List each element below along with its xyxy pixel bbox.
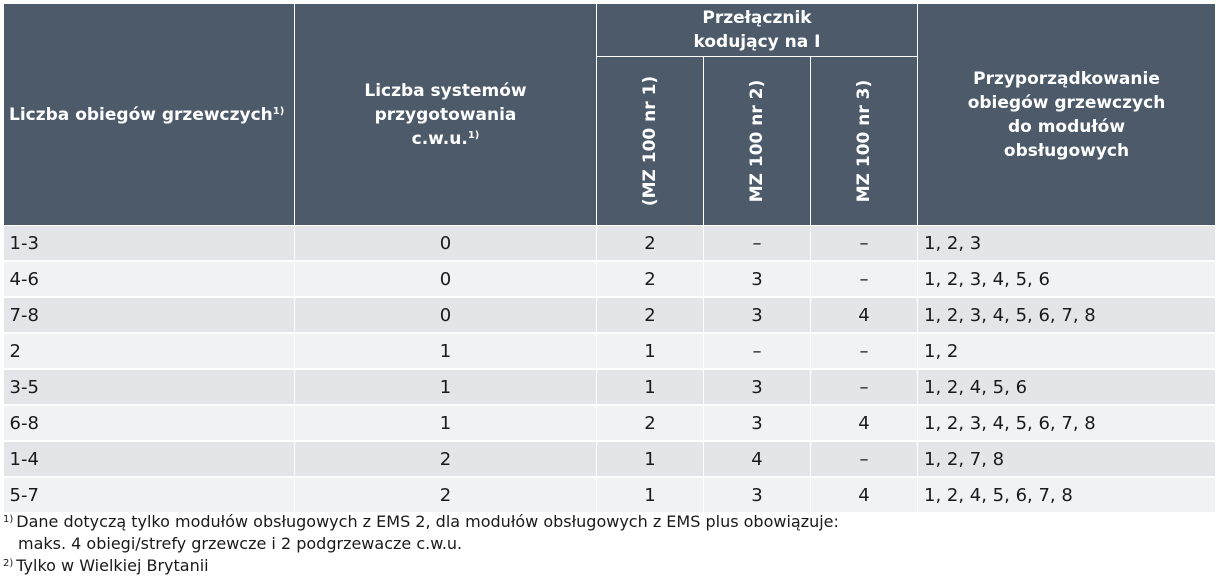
cell-mz2: 3 [704,369,811,405]
cell-assignment: 1, 2, 3, 4, 5, 6, 7, 8 [918,405,1216,441]
header-mz100-2: MZ 100 nr 2) [704,57,811,226]
cell-mz2: 3 [704,261,811,297]
cell-mz3: 4 [811,297,918,333]
cell-mz3: – [811,441,918,477]
cell-mz2: – [704,226,811,262]
header-mz100-3: MZ 100 nr 3) [811,57,918,226]
cell-circuits: 5-7 [4,477,295,513]
cell-mz3: – [811,226,918,262]
cell-assignment: 1, 2, 3, 4, 5, 6, 7, 8 [918,297,1216,333]
cell-dhw: 0 [295,261,597,297]
cell-mz1: 2 [597,405,704,441]
cell-mz3: – [811,261,918,297]
cell-mz1: 1 [597,369,704,405]
cell-mz3: – [811,333,918,369]
cell-assignment: 1, 2 [918,333,1216,369]
cell-dhw: 1 [295,369,597,405]
table-row [4,477,1216,513]
footnotes [3,511,1215,577]
table-row [4,297,1216,333]
header-coding-switch: Przełącznik kodujący na I [597,4,918,57]
cell-circuits: 7-8 [4,297,295,333]
table-row [4,261,1216,297]
cell-mz1: 2 [597,297,704,333]
footnote-2: $^{2)}$ Tylko w Wielkiej Brytanii [3,556,209,575]
footnote-1-line-1: $^{1)}$ Dane dotyczą tylko modułów obsługowych z EMS 2, dla modułów obsługowych z EMS plus obowiązuje: [3,512,839,531]
cell-dhw: 2 [295,477,597,513]
cell-dhw: 0 [295,226,597,262]
cell-mz2: 3 [704,297,811,333]
table-row [4,226,1216,262]
cell-circuits: 2 [4,333,295,369]
heating-circuits-table [3,3,1216,514]
cell-dhw: 0 [295,297,597,333]
cell-circuits: 3-5 [4,369,295,405]
table-row [4,333,1216,369]
cell-mz2: 4 [704,441,811,477]
cell-mz3: 4 [811,405,918,441]
cell-circuits: 6-8 [4,405,295,441]
cell-dhw: 2 [295,441,597,477]
cell-assignment: 1, 2, 3, 4, 5, 6 [918,261,1216,297]
cell-dhw: 1 [295,405,597,441]
cell-dhw: 1 [295,333,597,369]
cell-mz2: 3 [704,477,811,513]
table-row [4,405,1216,441]
cell-mz1: 1 [597,333,704,369]
cell-mz2: 3 [704,405,811,441]
cell-assignment: 1, 2, 3 [918,226,1216,262]
cell-assignment: 1, 2, 4, 5, 6, 7, 8 [918,477,1216,513]
cell-mz1: 1 [597,477,704,513]
footnote-1-line-2: maks. 4 obiegi/strefy grzewcze i 2 podgrzewacze c.w.u. [18,534,463,553]
header-mz100-1: (MZ 100 nr 1) [597,57,704,226]
cell-assignment: 1, 2, 7, 8 [918,441,1216,477]
cell-mz1: 2 [597,261,704,297]
table-row [4,441,1216,477]
cell-circuits: 1-4 [4,441,295,477]
header-module-assignment: Przyporządkowanie obiegów grzewczych do modułów obsługowych [918,4,1216,226]
cell-mz3: – [811,369,918,405]
cell-assignment: 1, 2, 4, 5, 6 [918,369,1216,405]
cell-mz2: – [704,333,811,369]
cell-mz1: 1 [597,441,704,477]
cell-mz3: 4 [811,477,918,513]
cell-mz1: 2 [597,226,704,262]
header-dhw-count: Liczba systemów przygotowania c.w.u.$^{1)}$ [295,4,597,226]
cell-circuits: 4-6 [4,261,295,297]
table-row [4,369,1216,405]
cell-circuits: 1-3 [4,226,295,262]
header-circuit-count: Liczba obiegów grzewczych$^{1)}$ [4,4,295,226]
